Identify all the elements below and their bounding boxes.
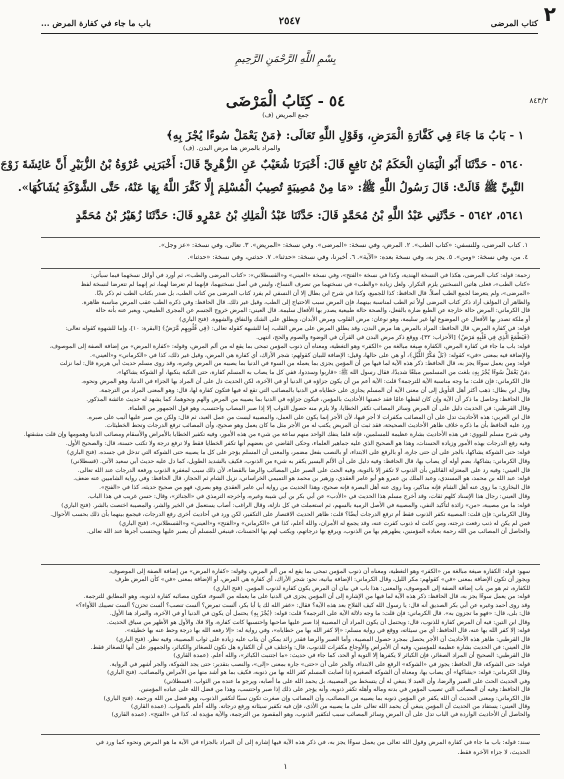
- commentary-line: «كتاب الطب»، فعلى هاتين النسختين يلزم التكرار. ولعل زيادة «والطب» في نسختهما من تصرف النساخ، وليس في أصل نسختيهما، فإنهما لم تعرضا لهما، ثم إنهما لم تتعرضا لنسخة لفظ: [80, 281, 530, 288]
- commentary-line: وقال العيني: رجال هذا الإسناد كلهم ثقات، وقد أخرج مسلم هذا الحديث في «الأدب» عن أبي بكر بن أبي شيبة وغيره، وأخرجه الترمذي في «الجنائز»، وقال: حسن غريب في هذا الباب.: [87, 494, 530, 501]
- box2-line: وقال ابن التين: فيه أن المرض كفارة للذنوب، قال: ويحتمل أن يكون المراد أن المصيبة إذا صبر عليها صاحبها واحتسبها كانت كفارة، وإلا فلا، والأول هو الأظهر من سياق الحديث.: [106, 619, 530, 626]
- box2-line: قال القرطبي: الصحيح أن المراد الصغائر، فإن الكبائر لا يكفرها إلا التوبة أو الحد، كما جاء في حديث: «ما اجتنبت الكبائر»، والله أعلم. (عمدة القاري): [173, 653, 530, 660]
- box2-line: وقد روى أحمد وغيره عن أبي بكر الصديق أنه قال: يا رسول الله كيف الفلاح بعد هذه الآية؟ فقال: «غفر الله لك يا أبا بكر، ألست تمرض؟ ألست تنصب؟ ألست تحزن؟ ألست تصيبك اللأواء؟»: [75, 602, 530, 609]
- commentary-line: قال الكرماني: المرض حالة خارجة عن الطبع ضارة بالفعل، والصحة حالة طبيعية يصدر بها الأفعال سليمة. قال العيني: المرض خروج الجسم عن المجرى الطبيعي، ويعبر عنه بأنه حالة: [95, 308, 530, 315]
- header-book-name: كتاب المرضى: [490, 18, 538, 28]
- chapter-heading: ١ - بَابُ مَا جَاءَ فِي كَفَّارَةِ الْمَرَضِ، وَقَوْلِ اللَّهِ تَعَالَى: ﴿مَنْ يَعْمَلْ سُوءًا يُجْزَ بِهِ﴾: [166, 128, 524, 142]
- running-header: [41, 14, 538, 32]
- box2-line: قال الحافظ: وفيه أن المصائب التي تصيب المؤمن في بدنه وماله وأهله تكفر ذنوبه، وأنه يؤجر على ذلك إذا صبر واحتسب، وهذا من فضل الله على عباده المؤمنين.: [138, 687, 530, 694]
- commentary-line: قال العيني: وفيه رد على المعتزلة القائلين بأن الذنوب لا تكفر إلا بالتوبة، وفيه الحث على الصبر على المصائب والرضا بالقضاء، لأن ذلك سبب لمغفرة الذنوب ورفعة الدرجات عند الله تعالى.: [77, 467, 530, 474]
- folio-number: ١: [283, 762, 288, 771]
- header-rule: [41, 33, 538, 34]
- commentary-line: قوله: عبد الله بن محمد، هو المسندي، وعبد الملك بن عمرو هو أبو عامر العقدي، وزهير بن محمد هو التميمي الخراساني، نزيل الشام ثم الحجاز، قال الحافظ: وفي رواية الشاميين عنه ضعف.: [73, 476, 530, 483]
- hadith-5640-line-2: النَّبِيِّ ﷺ قَالَتْ: قَالَ رَسُولُ اللَّهِ ﷺ: «مَا مِنْ مُصِيبَةٍ تُصِيبُ الْمُسْلِمَ إِلَّا كَفَّرَ اللَّهُ بِهَا عَنْهُ، حَتَّى الشَّوْكَةِ يُشَاكُهَا».: [17, 180, 524, 194]
- footnote-line: ٤. من، وفي نسخة: «ومن». ٥. يجز به، وفي نسخة بعده: «الآية». ٦. أخبرنا، وفي نسخة: «حدثنا». ٧. حدثني، وفي نسخة: «حدثنا».: [187, 253, 528, 261]
- box2-line: قال العيني: في الحديث بشارة عظيمة للمؤمنين، وفيه أن الأمراض والأوجاع مكفرات للذنوب، قال: واختلف في أن الكفارة هل تكون للصغائر والكبائر، والجمهور على أنها للصغائر فقط.: [90, 644, 530, 651]
- box3-line: سند: قوله: باب ما جاء في كفارة المرض وقول الله تعالى من يعمل سوءًا يجز به، في ذكر هذه الآية فيها إشارة إلى أن المراد بالجزاء في الآية ما هو المرض ونحوه كما ورد في: [95, 739, 530, 746]
- box2-line: والحاصل أن الأحاديث الواردة في الباب تدل على أن المرض وسائر المصائب سبب لتكفير الذنوب، وهو المقصود من الترجمة، والآية مؤيدة له. كذا في «الفتح». (عمدة القاري): [111, 712, 530, 719]
- box2-line: قوله: إلا كفر الله بها عنه، قال الحافظ: أي من سيئاته، ووقع في رواية مسلم: «إلا كفر الله بها من خطاياه»، وفي رواية له: «إلا رفعه الله بها درجة وحط عنه بها خطيئة».: [124, 628, 530, 635]
- commentary-line: قال ابن العربي: هذه الأحاديث تدل على أن المصائب مكفرات لا أجر فيها، لأن الأجر إنما يكون على العمل، والمصيبة ليست من عمل العبد، ثم قال: ولكن من صبر عليها أثيب على صبره.: [87, 414, 530, 421]
- hadith-5640-line-1: ٥٦٤٠ - حَدَّثَنَا أَبُو الْيَمَانِ الْحَكَمُ بْنُ نَافِعٍ قَالَ: أَخْبَرَنَا شُعَيْبٌ عَنِ الزُّهْرِيِّ قَالَ: أَخْبَرَنِي عُرْوَةُ بْنُ الزُّبَيْرِ أَنَّ عَائِشَةَ زَوْجَ: [0, 157, 524, 171]
- reference-number: ٨٤٣/٢: [529, 96, 548, 105]
- commentary-line: والإضافة فيه بمعنى «في» كقوله: ﴿بَلْ مَكْرُ اللَّيْلِ﴾، أو هي على حالها، وقيل: الإضافة للبيان كقولهم: شجر الأراك، أي كفارة هي المرض، وقيل غير ذلك، كذا في «الكرماني» و«العيني».: [89, 352, 530, 359]
- box2-line: سهو: قوله: الكفارة صيغة مبالغة من «الكفر» وهو التغطية، ومعناه أن ذنوب المؤمن تمحى بما يقع له من ألم المرض، وقوله: «كفارة المرض» من إضافة الصفة إلى الموصوف،: [108, 569, 530, 575]
- commentary-line: قال الحافظ: وحاصل ما ذكر أن الآية وإن كان لفظها عامًا فقد خصتها الأحاديث بالمؤمن، فيكون جزاؤه في الدنيا بما يصيبه من المرض والهم ونحوهما، كما يشهد له حديث عائشة المذكور.: [86, 396, 530, 403]
- box2-line: وقال الكرماني: قوله: «يشاكها» أي يصاب بها، ومعناه أن الشوكة الصغيرة إذا أصابت المسلم كفر الله بها من ذنوبه، فكيف بما هو أشد منها من الأمراض والمصائب. (فتح الباري): [107, 670, 530, 677]
- commentary-line: وفي شرح مسلم للنووي: في هذه الأحاديث بشارة عظيمة للمسلمين، فإنه قلما ينفك الواحد منهم ساعة من شيء من هذه الأمور، وفيه تكفير الخطايا بالأمراض والأسقام ومصائب الدنيا وهمومها وإن قلت مشقتها.: [23, 432, 530, 439]
- box2-line: للكفارة، ثم هو من باب إضافة الصفة إلى الموصوف، والمعنى: هذا باب في بيان أن المرض يكون كفارة لذنوب المؤمن. (فتح الباري): [213, 585, 530, 592]
- commentary-line: وقال الكرماني: يشاكها، بضم أوله أي يصاب بها، قال الحافظ: وفيه دليل على أن الألم اليسير يكفر به شيء من الذنوب، فكيف بالشديد الطويل، كما دل عليه حديث أبي سعيد الآتي. (قسطلاني): [70, 458, 530, 465]
- box2-line: ويجوز أن تكون الإضافة بمعنى «في» كقولهم: مكر الليل، وقال الكرماني: الإضافة بيانية، نحو: شجر الأراك، أي كفارة هي المرض، أو الإضافة بمعنى «في» كأن المرض ظرف: [115, 577, 530, 584]
- footnote-line: ١. كتاب المرضى، وللنسفي: «كتاب الطب». ٢. المرض، وفي نسخة: «المرضى». وفي نسخة: «المريض». ٣. تعالى، وفي نسخة: «عز وجل».: [158, 241, 528, 249]
- box2-line: قال القرطبي: ظاهر هذه الأحاديث أن الأجر يحصل بمجرد حصول المصيبة، وأما الصبر والرضا فقدر زائد يمكن أن يثاب عليه زيادة على ثواب المصيبة، وفيه نظر. (فتح الباري): [116, 636, 530, 643]
- box2-line: قوله: من يعمل سوءًا يجز به، قال الحافظ: ذكر هذه الآية لما فيها من الإشارة إلى أن المؤمن يجزى في الدنيا على ما يعمله من السوء، فتكون مصائبه كفارة لذنوبه، وهو المطابق للترجمة.: [83, 594, 530, 601]
- box2-line: قوله: حتى الشوكة، قال الحافظ: يجوز في «الشوكة» الرفع على الابتداء، والجر على أن «حتى» جارة بمعنى «إلى»، والنصب بتقدير: حتى يجد الشوكة، والجر أشهر في الرواية.: [109, 661, 530, 668]
- commentary-line: «المرضى»، ولم يتعرضا لجمع الطب أصلاً. قال الحافظ: كذا للجميع، وكذا في شرح ابن بطال إلا أن النسفي لم يفرد كتاب المرضى من كتاب الطب، بل صدر بكتاب الطب ثم ذكر بابًا.: [94, 290, 530, 297]
- commentary-line: أو ملكة تصدر بها الأفعال عن الموضوع لها غير سليمة، وهو نوعان: مرض القلوب ومرض الأبدان، ويطلق على الشك والنفاق والشهوة. (فتح الباري): [179, 317, 530, 324]
- commentary-line: ﴿فَيَطْمَعَ الَّذِي فِي قَلْبِهِ مَرَضٌ﴾ [الأحزاب: ٣٢]، ووقع ذكر مرض البدن في القرآن في الوضوء والصوم والحج، انتهى.: [256, 334, 530, 341]
- commentary-block: [23, 272, 530, 537]
- commentary-line: قوله: في كفارة المرض، قال الحافظ: المراد بالمرض هنا مرض البدن، وقد يطلق المرض على مرض القلب، إما للشبهة كقوله تعالى: ﴿فِي قُلُوبِهِم مَّرَضٌ﴾ [البقرة: ١٠]، وإما للشهوة كقوله تعالى:: [65, 326, 530, 333]
- box2-line: قال: بلى، قال: «فهو ما تجزون به». قال الكرماني: فإن قلت: ما وجه دلالة الآية على الترجمة؟ قلت: قوله: ﴿يُجْزَ بِهِ﴾ يحتمل أن يكون في الدنيا أو في الآخرة، والمراد هنا الأول.: [109, 611, 530, 618]
- commentary-line: قوله: ومن يعمل سوءًا يجز به، قال الحافظ: ذكر هذه الآية لما فيها من أن المؤمن يجزى بما يعمله من السوء في الدنيا بما يصيبه من المرض وغيره، وقد روى مسلم حديث أبي هريرة قال: لما نزلت: [59, 361, 530, 368]
- chapter-note: والمراد بالمرض هنا مرض البدن. (ف): [183, 145, 281, 152]
- commentary-line: وقال ابن بطال: ذهب أكثر أهل التأويل إلى أن معنى الآية أن المسلم يجازى على خطاياه في الدنيا بالمصائب التي تقع له فيها فتكون كفارة لها، قال: وهو المعنى المراد من الترجمة.: [99, 387, 530, 394]
- hadith-5641-line-1: ٥٦٤١، ٥٦٤٢ - حَدَّثَنِي عَبْدُ اللَّهِ بْنُ مُحَمَّدٍ قَالَ: حَدَّثَنَا عَبْدُ الْمَلِكِ بْنُ عَمْرٍو قَالَ: حَدَّثَنَا زُهَيْرُ بْنُ مُحَمَّدٍ: [75, 208, 524, 222]
- book-title: ٥٤ - كِتَابُ الْمَرْضَى: [225, 92, 346, 110]
- book-title-note: جمع المريض (ف): [262, 112, 309, 119]
- commentary-line: وفيه رفع الدرجات بهذه الأمور وزيادة الحسنات، وهذا هو الصحيح الذي عليه جماهير العلماء، وحكى القاضي عن بعضهم أنها تكفر الخطايا فقط ولا ترفع درجة ولا تكتب حسنة، قال: والصحيح الأول.: [65, 441, 530, 448]
- header-page-number: ٢٥٤٧: [278, 16, 301, 27]
- commentary-line: ورد عليه الحافظ بأن ما ذكره خلاف ظاهر الأحاديث الصحيحة، فقد ثبت أن المريض يكتب له من الأجر مثل ما كان يعمل وهو صحيح، وأن المصائب ترفع الدرجات وتحط الخطيئات.: [104, 423, 530, 430]
- commentary-line: والظاهر أن المؤلف أراد ذكر كتاب المرضى أولاً ثم الطب لمناسبة بينهما، فإن المرض سبب الاحتياج إلى الطب، وقيل غير ذلك. قال الحافظ: وفي ذكره الطب عقب المرض مناسبة ظاهرة.: [81, 299, 530, 306]
- commentary-line: قوله: ما من مصيبة، «من» زائدة لتأكيد النفي، والمصيبة في الأصل الرمية بالسهم، ثم استعملت في كل نازلة، وقال الراغب: أصاب يستعمل في الخير والشر، والمصيبة اختصت بالشر. (فتح الباري): [61, 502, 530, 509]
- box2-rule: [41, 564, 540, 565]
- commentary-line: قال البخاري: ما روى عنه أهل الشام فإنه مناكير، وما روى عنه أهل البصرة فإنه صحيح، وهذا الحديث من رواية أبي عامر العقدي وهو بصري، فهو من صحيح حديثه، كذا في «الفتح».: [99, 485, 530, 492]
- box2-line: وقال العيني: يستفاد من الحديث أن المؤمن ينبغي أن يحمد الله تعالى على ما يصيبه من الأذى، فإن فيه تكفير سيئاته ورفع درجاته. والله أعلم بالصواب. (عمدة القاري): [131, 704, 530, 710]
- corner-mark: ٢: [543, 2, 556, 26]
- commentary-line: ﴿مَنْ يَعْمَلْ سُوءًا يُجْزَ بِهِ﴾ بلغت من المسلمين مبلغًا شديدًا، فقال رسول الله ﷺ: «قاربوا وسددوا، ففي كل ما يصاب به المسلم كفارة، حتى النكبة ينكبها، أو الشوكة يشاكها».: [116, 370, 530, 377]
- commentary-line: والحاصل أن المصائب من الله رحمة بعباده المؤمنين، يطهرهم بها من الذنوب، ويرفع بها درجاتهم، ويكتب لهم بها الحسنات، فينبغي للمسلم أن يصبر عليها ويحتسب أجرها عند الله تعالى.: [86, 529, 530, 536]
- commentary-line: قوله: باب ما جاء في كفارة المرض، الكفارة صيغة مبالغة من «الكفر» وهو التغطية، ومعناه أن ذنوب المؤمن تمحى بما يقع له من ألم المرض، وقوله: «كفارة المرض» من إضافة الصفة إلى الموصوف،: [49, 343, 530, 350]
- box3-rule: [41, 734, 540, 735]
- header-chapter-name: باب ما جاء في كفارة المرض ...: [41, 18, 151, 28]
- box2-line: قال الكرماني: ومعنى الحديث أن الله يكفر عن المؤمن ذنوبه بما يصيبه من المصائب، وأن المصائب وإن صغرت تكون سببًا لتكفير الذنوب، وهو فضل من الله ورحمة. (فتح الباري): [103, 695, 530, 702]
- box3-line: الحديث، لا جزاء الآخرة فقط.: [457, 748, 530, 756]
- commentary-line: وقال القرطبي: في الحديث دليل على أن المرض وسائر المصائب تكفر الخطايا، ولا يلزم منه حصول الثواب إلا إذا صبر المصاب واحتسب، وهو قول الجمهور من العلماء.: [127, 405, 530, 412]
- footnote-rule: [41, 237, 540, 238]
- box2-line: وفي الحديث الحث على الصبر والرضا، وأن العبد لا ينبغي له أن يتسخط من المصيبة، بل يحمد الله على ما أصابه، ويرجو ما عنده من الثواب. (قسطلاني): [163, 678, 530, 685]
- third-commentary-block: [33, 738, 530, 757]
- second-commentary-block: [33, 568, 530, 720]
- commentary-line: زحمة: قوله: كتاب المرضى، هكذا في النسخة الهندية، وكذا في نسخة «الفتح»، وفي نسخة «العيني» و«القسطلاني»: «كتاب المرضى والطب»، ثم أورد في أوائل نسخهما فيما سيأتي:: [90, 273, 530, 279]
- commentary-line: وقال الكرماني: فإن قلت: المصيبة تكفر الذنوب فقط أم ترفع الدرجات أيضًا؟ قلت: ظاهر الحديث الاقتصار على التكفير، لكن ورد في أحاديث أخرى رفع الدرجات، فيجمع بينهما بأن ذلك بحسب الأحوال.: [50, 511, 530, 518]
- commentary-line: قوله: حتى الشوكة يشاكها، بالجر على أن حتى جارة، أو بالرفع على الابتداء، أو بالنصب بفعل مضمر، والمعنى أن المسلم يؤجر على كل ما يصيبه حتى الشوكة التي تدخل في جسده. (فتح الباري): [67, 449, 530, 456]
- commentary-line: قال الكرماني: فإن قلت: ما وجه مناسبة الآية للترجمة؟ قلت: الآية أعم من أن يكون جزاؤه في الدنيا أو في الآخرة، لكن الحديث دل على أن المراد بها الجزاء في الدنيا، وهو المرض ونحوه.: [81, 379, 530, 386]
- commentary-line: فمن لم يكن له ذنب رفعت درجته، ومن كانت له ذنوب كفرت عنه، وقد يجمع له الأمران، والله أعلم، كذا في «الكرماني» و«الفتح» و«العيني» و«القسطلاني». (فتح الباري): [119, 520, 530, 527]
- basmala: بِسْمِ اللَّهِ الرَّحْمَنِ الرَّحِيمِ: [235, 54, 336, 65]
- commentary-rule: [41, 268, 540, 269]
